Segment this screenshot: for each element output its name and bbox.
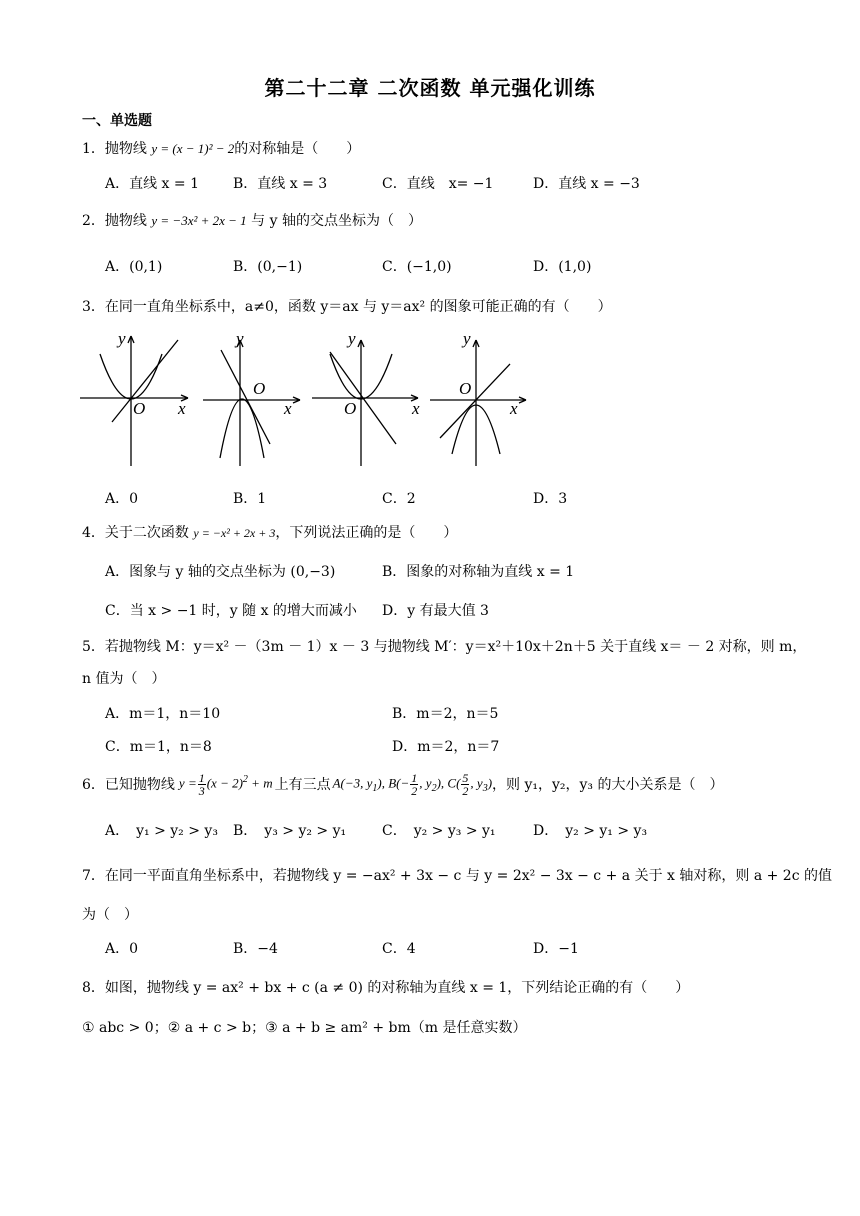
q3-option-b[interactable]: B．1: [233, 491, 267, 507]
graph3-x-label: x: [412, 399, 420, 418]
q2-number: 2．: [82, 213, 105, 229]
q6-equation: y = $\frac{1}{3}$ $(x - 2)^2 + m$: [178, 770, 273, 798]
q1-pre: 抛物线: [104, 141, 147, 157]
q5-option-d[interactable]: D．m＝2，n＝7: [392, 739, 500, 755]
q4-option-a[interactable]: A．图象与 y 轴的交点坐标为 (0,−3): [105, 564, 336, 580]
graph1-y-label: y: [118, 329, 126, 348]
graph1-origin-label: O: [133, 399, 146, 418]
question-3: 3．在同一直角坐标系中，a≠0，函数 y＝ax 与 y＝ax² 的图象可能正确的有（ ）: [82, 299, 612, 315]
q7-option-b[interactable]: B．−4: [233, 941, 278, 957]
question-7-line-2: 为（ ）: [82, 907, 138, 923]
page-title: 第二十二章 二次函数 单元强化训练: [264, 76, 596, 100]
q6-option-d[interactable]: D． y₂ > y₁ > y₃: [533, 823, 648, 839]
q4-equation: y = −x² + 2x + 3: [193, 526, 276, 540]
q3-graph-3: [312, 340, 418, 466]
question-5-line-1: 5．若抛物线 M：y＝x² －（3m － 1）x － 3 与抛物线 M′：y＝x²＋10x＋2n＋5 关于直线 x＝ － 2 对称，则 m，: [82, 639, 807, 655]
q6-number: 6．: [82, 777, 105, 793]
q4-pre: 关于二次函数: [104, 525, 189, 541]
graph3-y-label: y: [348, 329, 356, 348]
q2-equation: y = −3x² + 2x − 1: [151, 213, 247, 228]
q7-option-c[interactable]: C．4: [382, 941, 416, 957]
graph1-x-label: x: [178, 399, 186, 418]
q1-number: 1．: [82, 141, 105, 157]
graph4-origin-label: O: [459, 379, 472, 398]
q5-option-a[interactable]: A．m＝1，n＝10: [105, 706, 221, 722]
q1-option-d[interactable]: D．直线 x = −3: [533, 176, 640, 192]
q3-graph-figure: [78, 326, 528, 471]
q1-option-b[interactable]: B．直线 x = 3: [233, 176, 328, 192]
q4-option-b[interactable]: B．图象的对称轴为直线 x = 1: [382, 564, 575, 580]
question-8-line-1: 8．如图，抛物线 y = ax² + bx + c (a ≠ 0) 的对称轴为直线 x = 1，下列结论正确的有（ ）: [82, 980, 690, 996]
graph3-origin-label: O: [344, 399, 357, 418]
q2-option-b[interactable]: B．(0,−1): [233, 259, 303, 275]
q7-option-a[interactable]: A．0: [105, 941, 139, 957]
q5-option-b[interactable]: B．m＝2，n＝5: [392, 706, 499, 722]
q6-option-a[interactable]: A． y₁ > y₂ > y₃: [105, 823, 218, 839]
q7-option-d[interactable]: D．−1: [533, 941, 579, 957]
q6-option-b[interactable]: B． y₃ > y₂ > y₁: [233, 823, 347, 839]
question-1: [82, 138, 360, 158]
question-5-line-2: n 值为（ ）: [82, 671, 166, 687]
q4-number: 4．: [82, 525, 105, 541]
q2-option-d[interactable]: D．(1,0): [533, 259, 592, 275]
q6-option-c[interactable]: C． y₂ > y₃ > y₁: [382, 823, 496, 839]
q2-option-a[interactable]: A．(0,1): [105, 259, 163, 275]
q5-option-c[interactable]: C．m＝1，n＝8: [105, 739, 212, 755]
q1-option-c[interactable]: C．直线 x= −1: [382, 176, 494, 192]
q1-option-a[interactable]: A．直线 x = 1: [105, 176, 199, 192]
graph4-y-label: y: [463, 329, 471, 348]
q3-graphs: [78, 326, 528, 471]
question-4: [82, 522, 457, 542]
graph4-x-label: x: [510, 399, 518, 418]
graph2-x-label: x: [284, 399, 292, 418]
q3-option-a[interactable]: A．0: [105, 491, 139, 507]
section-heading: 一、单选题: [82, 113, 152, 129]
question-2: [82, 210, 422, 230]
q3-option-c[interactable]: C．2: [382, 491, 416, 507]
q2-option-c[interactable]: C．(−1,0): [382, 259, 452, 275]
question-8-line-2: ① abc > 0；② a + c > b；③ a + b ≥ am² + bm（m 是任意实数）: [82, 1020, 527, 1036]
q6-post: ，则 y₁，y₂，y₃ 的大小关系是（ ）: [492, 777, 724, 793]
q4-option-c[interactable]: C．当 x > −1 时，y 随 x 的增大而减小: [105, 603, 357, 619]
q6-pre: 已知抛物线: [104, 777, 175, 793]
q3-option-d[interactable]: D．3: [533, 491, 568, 507]
q4-option-d[interactable]: D．y 有最大值 3: [382, 603, 489, 619]
question-6: 6． 已知抛物线 y = $\frac{1}{3}$ $(x - 2)^2 + m$ 上有三点 A(−3, $y_1$), B(− $\frac{1}{2}$ , $y_2$), C( $\frac{5}{2}$ , $y_3$) ，则 y₁，y₂，y₃ 的大小关系是（ ）: [82, 770, 724, 798]
q1-equation: y = (x − 1)² − 2: [151, 141, 235, 156]
question-7-line-1: 7．在同一平面直角坐标系中，若抛物线 y = −ax² + 3x − c 与 y = 2x² − 3x − c + a 关于 x 轴对称，则 a + 2c 的值: [82, 868, 832, 884]
q2-pre: 抛物线: [104, 213, 147, 229]
q6-points: A(−3, $y_1$), B(− $\frac{1}{2}$ , $y_2$), C( $\frac{5}{2}$ , $y_3$): [332, 770, 493, 798]
graph2-y-label: y: [236, 329, 244, 348]
q2-post: 与 y 轴的交点坐标为（ ）: [251, 213, 422, 229]
q4-post: ，下列说法正确的是（ ）: [275, 525, 458, 541]
q1-post: 的对称轴是（ ）: [234, 141, 361, 157]
graph2-origin-label: O: [253, 379, 266, 398]
